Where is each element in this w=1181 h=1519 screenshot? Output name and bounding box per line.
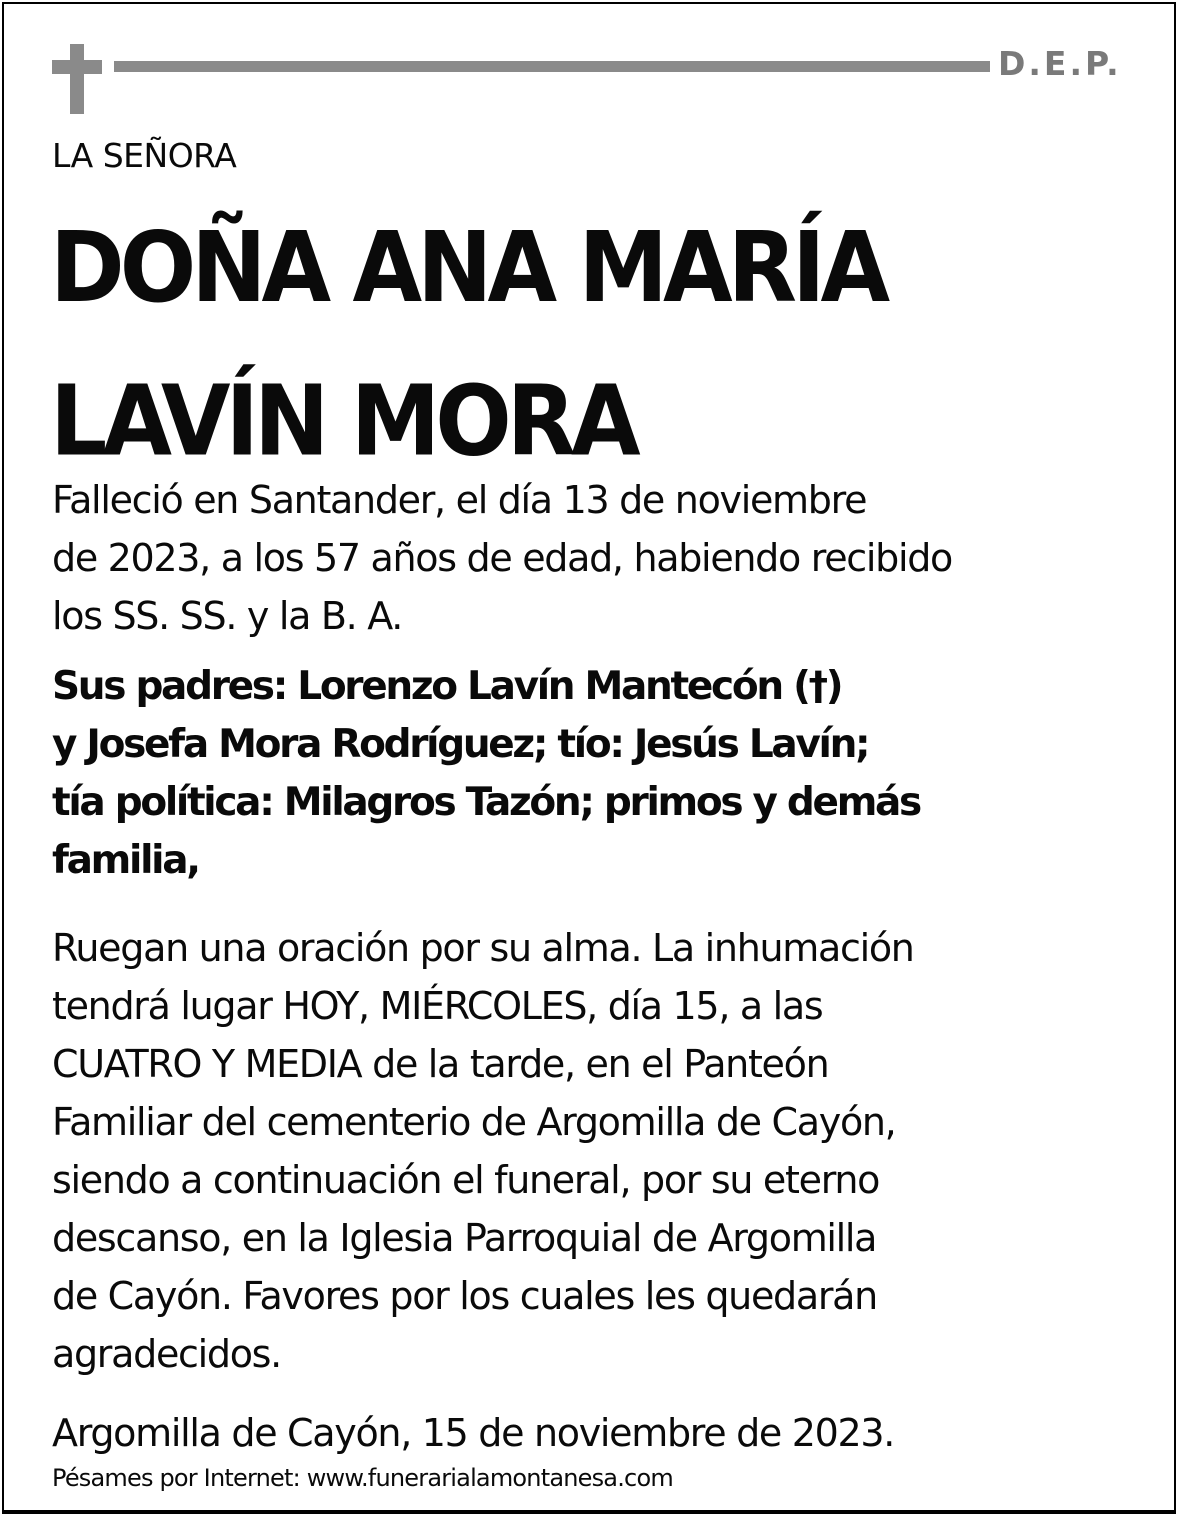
death-notice-line: de 2023, a los 57 años de edad, habiendo recibido xyxy=(52,536,952,580)
request-line: descanso, en la Iglesia Parroquial de Argomilla xyxy=(52,1216,877,1260)
request-line: tendrá lugar HOY, MIÉRCOLES, día 15, a las xyxy=(52,984,823,1028)
death-notice xyxy=(52,471,952,645)
family-line: Sus padres: Lorenzo Lavín Mantecón (†) xyxy=(52,664,842,709)
request-line: Ruegan una oración por su alma. La inhumación xyxy=(52,926,914,970)
family-line: tía política: Milagros Tazón; primos y demás xyxy=(52,780,920,825)
header-rule xyxy=(114,61,990,72)
obituary-frame xyxy=(2,2,1176,1514)
death-notice-line: los SS. SS. y la B. A. xyxy=(52,594,403,638)
request-line: siendo a continuación el funeral, por su eterno xyxy=(52,1158,880,1202)
deceased-name-line-1: DOÑA ANA MARÍA xyxy=(50,211,886,325)
family-line: familia, xyxy=(52,838,199,883)
deceased-name-line-2: LAVÍN MORA xyxy=(50,364,636,479)
request-line: CUATRO Y MEDIA de la tarde, en el Panteón xyxy=(52,1042,829,1086)
request-line: Familiar del cementerio de Argomilla de Cayón, xyxy=(52,1100,896,1144)
family-line: y Josefa Mora Rodríguez; tío: Jesús Lavín; xyxy=(52,722,869,767)
family-list xyxy=(52,658,920,890)
title-prefix: LA SEÑORA xyxy=(52,136,237,175)
cross-icon xyxy=(52,44,102,114)
request-line: agradecidos. xyxy=(52,1332,281,1376)
condolences-footer: Pésames por Internet: www.funerarialamontanesa.com xyxy=(52,1464,673,1492)
dep-label: D.E.P. xyxy=(998,44,1122,83)
death-notice-line: Falleció en Santander, el día 13 de noviembre xyxy=(52,478,867,522)
place-date: Argomilla de Cayón, 15 de noviembre de 2023. xyxy=(52,1411,895,1455)
request-line: de Cayón. Favores por los cuales les quedarán xyxy=(52,1274,877,1318)
deceased-name xyxy=(50,192,885,499)
burial-request xyxy=(52,919,914,1383)
